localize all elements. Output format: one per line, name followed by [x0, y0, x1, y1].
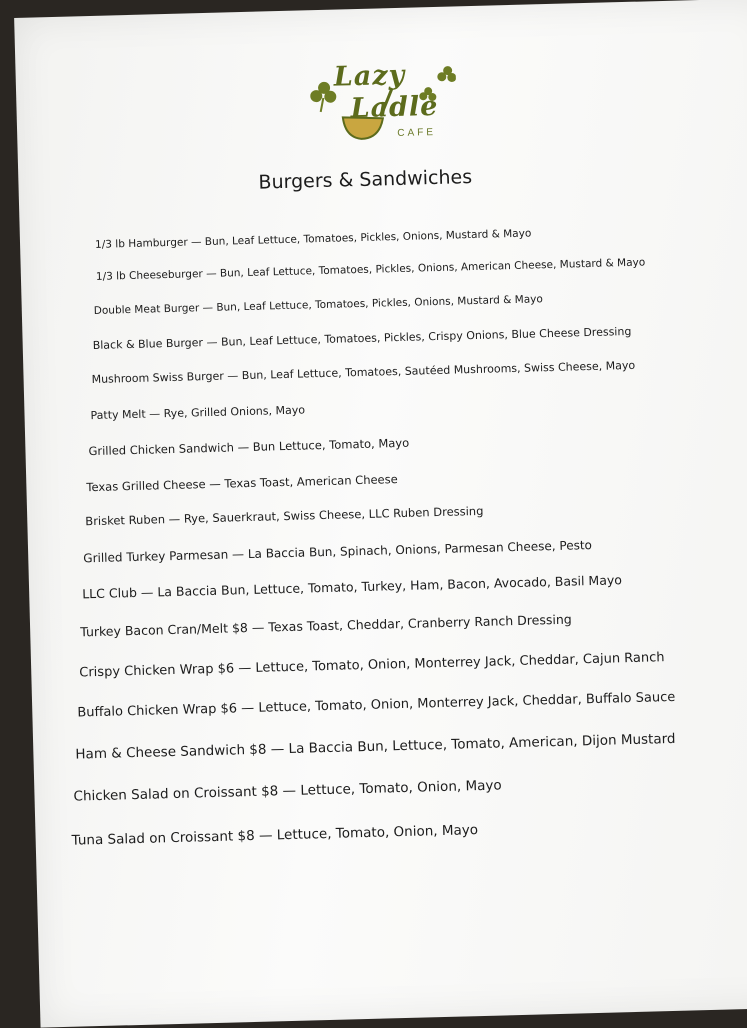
menu-item-name: 1/3 lb Cheeseburger [95, 268, 203, 283]
menu-item-separator: — [145, 407, 164, 421]
menu-item [95, 228, 531, 250]
menu-item-name: Black & Blue Burger [92, 336, 204, 352]
menu-item-description: Bun, Leaf Lettuce, Tomatoes, Pickles, Onions, Mustard & Mayo [216, 293, 543, 314]
logo-line-1: Lazy [333, 59, 406, 93]
menu-item-separator: — [233, 660, 256, 677]
menu-item-description: Lettuce, Tomato, Onion, Monterrey Jack, Cheddar, Buffalo Sauce [258, 689, 676, 716]
menu-item [96, 258, 646, 283]
menu-item-name: Brisket Ruben [85, 512, 166, 529]
menu-item-name: Buffalo Chicken Wrap $6 [77, 701, 238, 721]
menu-item-separator: — [136, 584, 158, 600]
menu-item-description: Texas Toast, American Cheese [224, 472, 398, 491]
menu-item-name: Turkey Bacon Cran/Melt $8 [80, 620, 249, 640]
menu-item-name: Patty Melt [90, 407, 146, 423]
menu-item-description: Bun, Leaf Lettuce, Tomatoes, Sautéed Mushrooms, Swiss Cheese, Mayo [241, 358, 636, 383]
shamrock-icon [310, 82, 337, 113]
menu-item [85, 503, 484, 529]
menu-item-description: Lettuce, Tomato, Onion, Monterrey Jack, Cheddar, Cajun Ranch [255, 650, 665, 676]
menu-item [93, 326, 632, 351]
menu-page [14, 0, 747, 1028]
menu-item-separator: — [228, 547, 249, 562]
menu-item-description: Rye, Grilled Onions, Mayo [163, 403, 306, 421]
menu-item [77, 691, 675, 720]
menu-item-description: Lettuce, Tomato, Onion, Mayo [300, 777, 502, 799]
menu-item-description: La Baccia Bun, Lettuce, Tomato, American, Dijon Mustard [288, 730, 676, 758]
menu-item-description: La Baccia Bun, Lettuce, Tomato, Turkey, Ham, Bacon, Avocado, Basil Mayo [157, 572, 623, 600]
section-title: Burgers & Sandwiches [258, 166, 473, 194]
menu-item [91, 360, 635, 385]
menu-item-description: Lettuce, Tomato, Onion, Mayo [276, 822, 479, 844]
menu-item [86, 474, 398, 494]
menu-item [83, 539, 592, 564]
menu-item-separator: — [266, 741, 289, 758]
menu-item-separator: — [205, 476, 225, 492]
menu-item-separator: — [202, 335, 222, 350]
cafe-logo [295, 56, 458, 160]
menu-item [73, 779, 501, 804]
menu-item-name: Ham & Cheese Sandwich $8 [75, 741, 267, 763]
menu-item-description: Rye, Sauerkraut, Swiss Cheese, LLC Ruben Dressing [183, 503, 484, 526]
menu-item-separator: — [199, 301, 217, 315]
menu-item-separator: — [164, 511, 185, 527]
menu-item-name: Chicken Salad on Croissant $8 [73, 783, 279, 805]
menu-item-name: Texas Grilled Cheese [86, 477, 206, 495]
menu-item [75, 730, 676, 763]
menu-item-separator: — [187, 236, 206, 249]
menu-item-separator: — [247, 619, 269, 636]
menu-item-name: Mushroom Swiss Burger [91, 369, 224, 387]
menu-item [88, 435, 410, 459]
logo-cafe-label: CAFE [397, 126, 437, 139]
menu-item-separator: — [223, 369, 242, 383]
menu-item-separator: — [278, 782, 301, 800]
menu-item-name: Double Meat Burger [93, 302, 200, 317]
menu-item [94, 294, 543, 316]
menu-item-description: Texas Toast, Cheddar, Cranberry Ranch Dressing [268, 611, 572, 635]
menu-item-description: Bun, Leaf Lettuce, Tomatoes, Pickles, Crispy Onions, Blue Cheese Dressing [220, 324, 632, 349]
menu-item-name: Grilled Chicken Sandwich [88, 440, 235, 459]
menu-item [79, 651, 665, 679]
menu-item-description: Bun Lettuce, Tomato, Mayo [252, 435, 410, 454]
menu-item-separator: — [233, 439, 253, 455]
menu-item-name: 1/3 lb Hamburger [94, 236, 188, 251]
menu-item-description: Bun, Leaf Lettuce, Tomatoes, Pickles, Onions, American Cheese, Mustard & Mayo [219, 256, 646, 280]
menu-item [90, 404, 305, 421]
menu-item [82, 574, 622, 601]
menu-item-description: La Baccia Bun, Spinach, Onions, Parmesan Cheese, Pesto [247, 538, 593, 562]
logo-line-2: Ladle [350, 90, 439, 125]
menu-item [72, 824, 479, 848]
menu-item-description: Bun, Leaf Lettuce, Tomatoes, Pickles, Onions, Mustard & Mayo [204, 227, 532, 249]
menu-item-name: Tuna Salad on Croissant $8 [71, 827, 255, 849]
menu-item-separator: — [254, 827, 277, 844]
menu-item-name: LLC Club [82, 584, 138, 602]
menu-item [80, 611, 572, 640]
menu-item-separator: — [236, 700, 259, 717]
menu-item-name: Grilled Turkey Parmesan [83, 547, 229, 566]
menu-item-separator: — [202, 267, 221, 281]
menu-item-name: Crispy Chicken Wrap $6 [79, 661, 235, 681]
